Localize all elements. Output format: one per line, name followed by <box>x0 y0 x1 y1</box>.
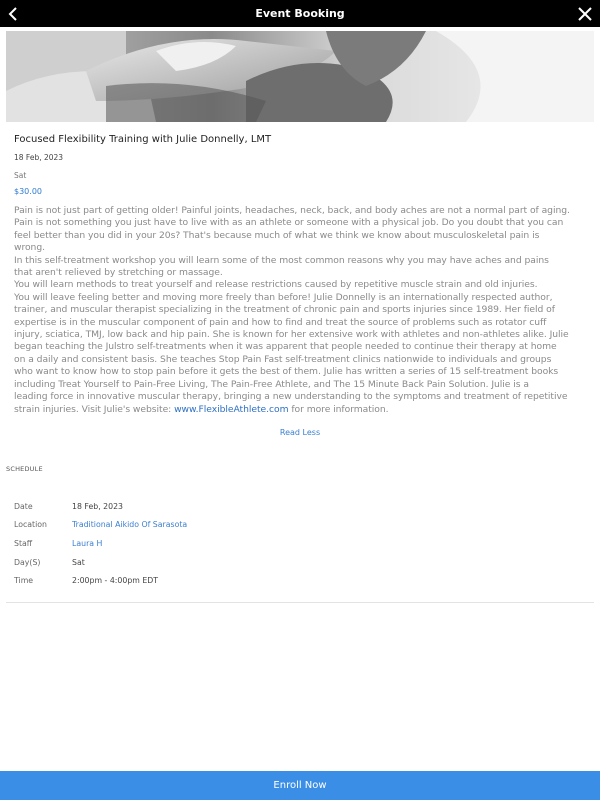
schedule-value: Sat <box>72 558 85 567</box>
description-line: began teaching the Julstro self-treatments when it was apparent that people needed to continue their therapy at home <box>14 341 557 353</box>
schedule-label: Time <box>14 576 34 585</box>
schedule-value: 2:00pm - 4:00pm EDT <box>72 576 159 585</box>
event-price: $30.00 <box>14 187 42 196</box>
description-line <box>14 404 588 416</box>
description-line: including Treat Yourself to Pain-Free Living, The Pain-Free Athlete, and The 15 Minute Back Pain Solution. Julie is a <box>14 378 529 390</box>
description-line: that aren't relieved by stretching or massage. <box>14 267 223 279</box>
schedule-label: Staff <box>14 539 33 548</box>
event-title: Focused Flexibility Training with Julie Donnelly, LMT <box>14 134 272 145</box>
event-day: Sat <box>14 171 27 180</box>
description-line: injury, sciatica, TMJ, low back and hip pain. She is known for her extensive work with athletes and non-athletes alike. Julie <box>14 329 569 341</box>
description-line: trainer, and muscular therapist specializing in the treatment of chronic pain and sports injuries since 1989. Her field of <box>14 304 555 316</box>
description-line: You will leave feeling better and moving more freely than before! Julie Donnelly is an internationally respected author, <box>14 291 553 303</box>
location-link[interactable]: Traditional Aikido Of Sarasota <box>72 520 188 529</box>
description-line: wrong. <box>14 242 45 254</box>
description-text: strain injuries. Visit Julie's website: <box>14 403 175 415</box>
description-text: for more information. <box>288 403 389 415</box>
event-hero-image <box>6 31 594 122</box>
event-date: 18 Feb, 2023 <box>14 153 64 162</box>
divider <box>6 602 594 603</box>
description-line: on a daily and consistent basis. She teaches Stop Pain Fast self-treatment clinics nationwide to individuals and groups <box>14 353 552 365</box>
schedule-label: Location <box>14 520 47 529</box>
description-line: Pain is not just part of getting older! Painful joints, headaches, neck, back, and body aches are not a normal part of aging. <box>14 205 570 216</box>
description-line: Pain is not something you just have to live with as an athlete or someone with a physical job. Do you doubt that you can <box>14 217 564 229</box>
schedule-label: Date <box>14 502 33 511</box>
description-line: leading force in innovative muscular therapy, bringing a new understanding to the symptoms and treatment of repetitive <box>14 391 568 403</box>
page-title: Event Booking <box>255 7 345 20</box>
description-line: In this self-treatment workshop you will learn some of the most common reasons why you may have aches and pains <box>14 254 549 266</box>
description-line: expertise is in the muscular component of pain and how to find and treat the source of problems such as rotator cuff <box>14 316 547 328</box>
staff-link[interactable]: Laura H <box>72 539 103 548</box>
schedule-value: 18 Feb, 2023 <box>72 502 124 511</box>
read-less-link[interactable]: Read Less <box>279 428 321 437</box>
event-description <box>14 205 588 416</box>
hero-photo <box>6 31 594 122</box>
website-link[interactable]: www.FlexibleAthlete.com <box>174 403 289 415</box>
enroll-now-button[interactable]: Enroll Now <box>0 771 600 800</box>
description-line: You will learn methods to treat yourself and release restrictions caused by repetitive muscle strain and old injuries. <box>14 279 538 291</box>
description-line: feel better than you did in your 20s? That's because much of what we think we know about musculoskeletal pain is <box>14 229 540 241</box>
top-bar <box>0 0 600 27</box>
close-icon[interactable] <box>575 4 595 24</box>
description-line: who want to know how to stop pain before it gets the best of them. Julie has written a series of 15 self-treatment books <box>14 366 559 378</box>
schedule-heading: SCHEDULE <box>6 465 43 473</box>
schedule-label: Day(S) <box>14 558 41 567</box>
